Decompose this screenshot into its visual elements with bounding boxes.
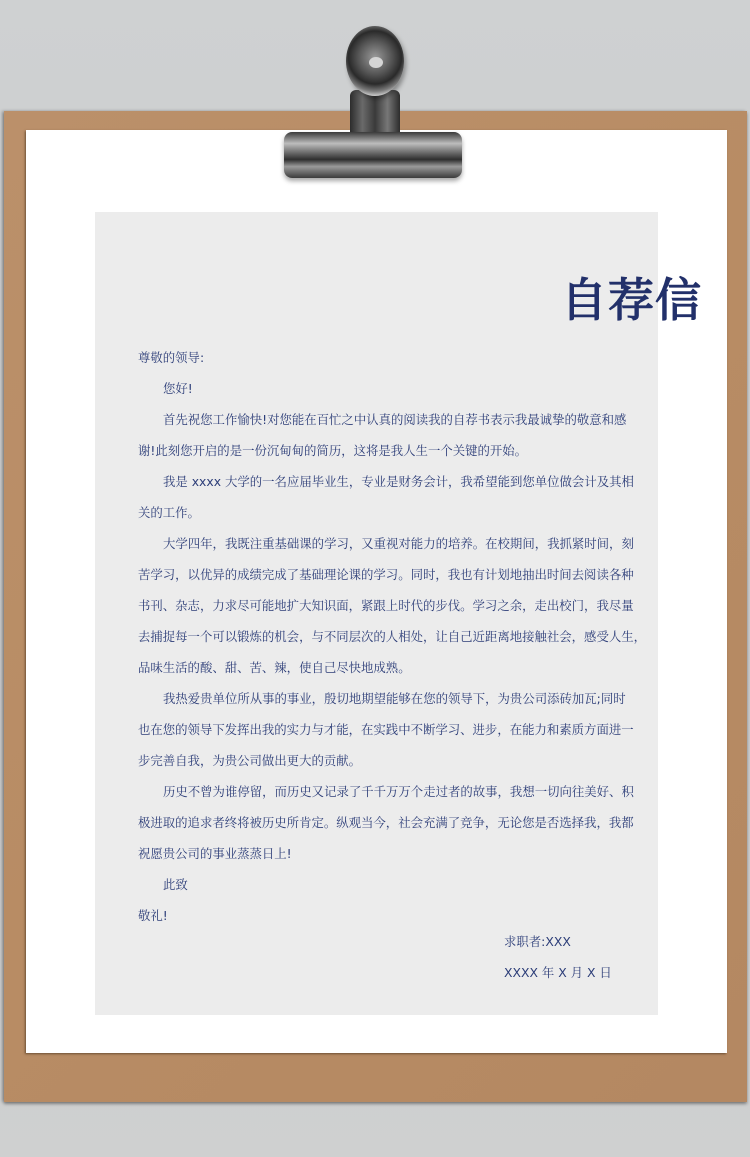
paragraph-line: 极进取的追求者终将被历史所肯定。纵观当今，社会充满了竞争，无论您是否选择我，我都 [138, 815, 634, 830]
paragraph-1 [138, 404, 627, 466]
paragraph-line: 我是 xxxx 大学的一名应届毕业生，专业是财务会计，我希望能到您单位做会计及其相 [163, 474, 634, 489]
letter-title: 自荐信 [561, 273, 702, 327]
paragraph-3 [138, 528, 647, 683]
closing-line-1: 此致 [163, 877, 188, 892]
salutation: 尊敬的领导: [138, 350, 205, 365]
binder-clip-icon [282, 20, 464, 172]
paragraph-line: 大学四年，我既注重基础课的学习，又重视对能力的培养。在校期间，我抓紧时间，刻 [163, 536, 634, 551]
paragraph-4 [138, 683, 634, 776]
paragraph-line: 书刊、杂志，力求尽可能地扩大知识面，紧跟上时代的步伐。学习之余，走出校门，我尽量 [138, 598, 634, 613]
paragraph-line: 我热爱贵单位所从事的事业，殷切地期望能够在您的领导下，为贵公司添砖加瓦;同时 [163, 691, 626, 706]
paragraph-line: 步完善自我，为贵公司做出更大的贡献。 [138, 753, 362, 768]
signature: 求职者:XXX [504, 934, 571, 949]
paragraph-line: 去捕捉每一个可以锻炼的机会，与不同层次的人相处，让自己近距离地接触社会，感受人生， [138, 629, 647, 644]
clip-hole [369, 57, 383, 68]
date: XXXX 年 X 月 X 日 [504, 965, 612, 980]
paragraph-line: 品味生活的酸、甜、苦、辣，使自己尽快地成熟。 [138, 660, 411, 675]
paragraph-line: 也在您的领导下发挥出我的实力与才能，在实践中不断学习、进步，在能力和素质方面进一 [138, 722, 634, 737]
paragraph-line: 历史不曾为谁停留，而历史又记录了千千万万个走过者的故事，我想一切向往美好、积 [163, 784, 634, 799]
paragraph-line: 祝愿贵公司的事业蒸蒸日上! [138, 846, 292, 861]
paragraph-2 [138, 466, 634, 528]
clip-bar [284, 132, 462, 178]
paragraph-line: 关的工作。 [138, 505, 200, 520]
letter-body [138, 342, 647, 931]
paragraph-line: 首先祝您工作愉快!对您能在百忙之中认真的阅读我的自荐书表示我最诚挚的敬意和感 [163, 412, 627, 427]
paragraph-line: 谢!此刻您开启的是一份沉甸甸的简历，这将是我人生一个关键的开始。 [138, 443, 528, 458]
paragraph-line: 苦学习，以优异的成绩完成了基础理论课的学习。同时，我也有计划地抽出时间去阅读各种 [138, 567, 634, 582]
greeting: 您好! [163, 381, 193, 396]
paragraph-5 [138, 776, 634, 869]
closing-line-2: 敬礼! [138, 908, 168, 923]
